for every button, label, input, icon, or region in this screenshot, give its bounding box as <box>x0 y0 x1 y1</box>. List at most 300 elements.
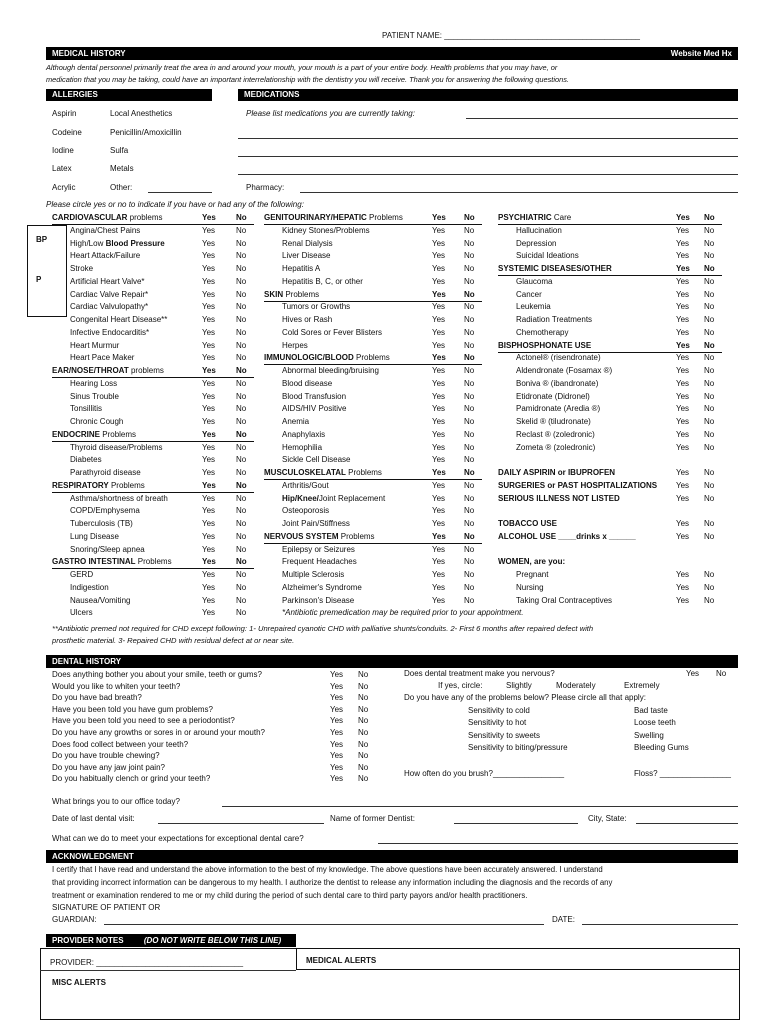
yes-option[interactable]: Yes <box>432 417 446 426</box>
no-option[interactable]: No <box>704 570 715 579</box>
no-option[interactable]: No <box>464 506 475 516</box>
no-option[interactable]: No <box>464 531 475 541</box>
condition-text: Sickle Cell Disease <box>282 455 351 465</box>
allergy-other-field[interactable] <box>148 192 212 193</box>
condition-label <box>498 532 636 541</box>
no-option[interactable]: No <box>464 353 475 363</box>
no-option[interactable]: No <box>236 276 247 286</box>
condition-text: Glaucoma <box>516 276 553 286</box>
no-option[interactable]: No <box>704 276 715 286</box>
yes-option[interactable]: Yes <box>202 391 216 401</box>
no-option[interactable]: No <box>236 366 247 375</box>
no-option[interactable]: No <box>236 238 247 248</box>
medication-line-2[interactable] <box>238 138 738 139</box>
yes-option[interactable]: Yes <box>432 429 446 439</box>
no-option[interactable]: No <box>464 213 475 222</box>
yes-option[interactable]: Yes <box>202 340 216 350</box>
no-option[interactable]: No <box>464 315 475 324</box>
provider-split-line <box>40 970 296 971</box>
condition-label <box>264 392 346 401</box>
yes-option[interactable]: Yes <box>202 429 216 439</box>
no-option[interactable]: No <box>464 544 475 554</box>
no-option[interactable]: No <box>236 225 247 235</box>
condition-text: Abnormal bleeding/bruising <box>282 366 379 375</box>
yes-option[interactable]: Yes <box>432 289 446 299</box>
no-option[interactable]: No <box>236 429 247 439</box>
yes-option[interactable]: Yes <box>330 704 344 714</box>
no-option[interactable]: No <box>464 442 475 452</box>
condition-label <box>264 481 329 490</box>
no-option[interactable]: No <box>358 716 369 726</box>
former-dentist-field[interactable] <box>454 823 578 824</box>
dental-problem-option[interactable]: Sensitivity to sweets <box>468 730 541 740</box>
no-option[interactable]: No <box>704 493 715 503</box>
yes-option[interactable]: Yes <box>676 238 690 248</box>
yes-option[interactable]: Yes <box>432 480 446 490</box>
no-option[interactable]: No <box>464 378 475 388</box>
allergy-option[interactable]: Latex <box>52 164 72 173</box>
condition-text: Hepatitis B, C, or other <box>282 276 363 286</box>
no-option[interactable]: No <box>236 519 247 528</box>
dental-question-text: Does food collect between your teeth? <box>52 739 189 749</box>
ack-line-3: treatment or examination rendered to me or my child during the period of such dental care to third party payors and/or health practitioners. <box>52 891 528 900</box>
yes-option[interactable]: Yes <box>432 570 446 579</box>
yes-option[interactable]: Yes <box>202 276 216 286</box>
dental-problem-option[interactable]: Loose teeth <box>634 718 676 728</box>
no-option[interactable]: No <box>236 442 247 452</box>
condition-text: Congenital Heart Disease** <box>70 315 168 324</box>
no-option[interactable]: No <box>236 353 247 363</box>
yes-option[interactable]: Yes <box>330 681 344 691</box>
allergy-option[interactable]: Iodine <box>52 146 74 155</box>
yes-option[interactable]: Yes <box>202 327 216 337</box>
no-option[interactable]: No <box>704 531 715 541</box>
no-option[interactable]: No <box>464 468 475 477</box>
yes-option[interactable]: Yes <box>202 519 216 528</box>
medication-line-4[interactable] <box>238 174 738 175</box>
condition-text: Suicidal Ideations <box>516 251 579 261</box>
section-heading-suffix: Problems <box>100 429 137 439</box>
no-option[interactable]: No <box>236 340 247 350</box>
expectations-field[interactable] <box>378 843 738 844</box>
allergy-option[interactable]: Local Anesthetics <box>110 109 173 118</box>
yes-option[interactable]: Yes <box>202 493 216 503</box>
provider-label[interactable]: PROVIDER: _________________________________ <box>50 958 244 967</box>
no-option[interactable]: No <box>464 289 475 299</box>
yes-option[interactable]: Yes <box>202 570 216 579</box>
yes-option[interactable]: Yes <box>432 519 446 528</box>
dental-problem-option[interactable]: Sensitivity to cold <box>468 706 530 715</box>
yes-option[interactable]: Yes <box>676 493 690 503</box>
yes-option[interactable]: Yes <box>676 264 690 273</box>
yes-option[interactable]: Yes <box>432 276 446 286</box>
yes-option[interactable]: Yes <box>202 557 216 567</box>
yes-option[interactable]: Yes <box>432 225 446 235</box>
condition-row <box>498 442 722 455</box>
no-option[interactable]: No <box>704 582 715 592</box>
yes-option[interactable]: Yes <box>676 417 690 426</box>
no-option[interactable]: No <box>236 251 247 261</box>
medication-line-1[interactable] <box>466 118 738 119</box>
yes-option[interactable]: Yes <box>202 608 216 618</box>
section-heading-text: NERVOUS SYSTEM <box>264 531 339 541</box>
no-option[interactable]: No <box>464 340 475 350</box>
nervous-option-slightly[interactable]: Slightly <box>506 681 532 690</box>
condition-emphasis: Blood Pressure <box>105 238 165 248</box>
condition-label <box>52 506 140 515</box>
yes-option[interactable]: Yes <box>432 340 446 350</box>
yes-option[interactable]: Yes <box>202 480 216 490</box>
yes-option[interactable]: Yes <box>676 276 690 286</box>
no-option[interactable]: No <box>704 480 715 490</box>
condition-row <box>264 263 486 276</box>
no-option[interactable]: No <box>236 468 247 477</box>
no-option[interactable]: No <box>464 429 475 439</box>
condition-text: Arthritis/Gout <box>282 480 329 490</box>
signature-field[interactable] <box>104 924 544 925</box>
yes-option[interactable]: Yes <box>202 404 216 414</box>
yes-option[interactable]: Yes <box>676 302 690 312</box>
yes-option[interactable]: Yes <box>676 595 690 605</box>
condition-label <box>264 366 379 375</box>
no-option[interactable]: No <box>236 531 247 541</box>
condition-row <box>498 301 722 314</box>
section-heading <box>264 352 486 365</box>
yes-option[interactable]: Yes <box>432 213 446 222</box>
yes-option[interactable]: Yes <box>202 264 216 273</box>
yes-option[interactable]: Yes <box>202 353 216 363</box>
yes-option[interactable]: Yes <box>676 404 690 414</box>
allergy-option[interactable]: Metals <box>110 164 134 173</box>
yes-option[interactable]: Yes <box>432 595 446 605</box>
no-option[interactable]: No <box>464 225 475 235</box>
yes-option[interactable]: Yes <box>676 378 690 388</box>
condition-text: Pregnant <box>516 570 549 579</box>
yes-option[interactable]: Yes <box>202 302 216 312</box>
no-option[interactable]: No <box>704 378 715 388</box>
no-option[interactable]: No <box>704 366 715 375</box>
no-option[interactable]: No <box>464 404 475 414</box>
patient-name-label[interactable]: PATIENT NAME: ____________________________________________ <box>382 31 640 40</box>
yes-option[interactable]: Yes <box>432 468 446 477</box>
dental-question-row <box>52 704 378 716</box>
no-option[interactable]: No <box>236 570 247 579</box>
no-option[interactable]: No <box>704 404 715 414</box>
yes-option[interactable]: Yes <box>432 404 446 414</box>
dental-question-text: Do you have any growths or sores in or around your mouth? <box>52 727 266 737</box>
no-option[interactable]: No <box>236 404 247 414</box>
yes-option[interactable]: Yes <box>202 417 216 426</box>
dental-problem-option[interactable]: Sensitivity to hot <box>468 718 527 728</box>
section-heading-suffix: Problems <box>353 353 390 363</box>
no-option[interactable]: No <box>464 251 475 261</box>
yes-option[interactable]: Yes <box>676 582 690 592</box>
dental-problem-option[interactable]: Sensitivity to biting/pressure <box>468 742 568 752</box>
no-option[interactable]: No <box>464 264 475 273</box>
yes-option[interactable]: Yes <box>202 225 216 235</box>
website-med-hx-label: Website Med Hx <box>670 49 732 58</box>
nervous-no[interactable]: No <box>716 669 727 678</box>
no-option[interactable]: No <box>236 608 247 618</box>
last-visit-field[interactable] <box>158 823 324 824</box>
yes-option[interactable]: Yes <box>202 289 216 299</box>
condition-row <box>264 544 486 557</box>
dental-problem-option[interactable]: Bleeding Gums <box>634 742 689 752</box>
no-option[interactable]: No <box>236 302 247 312</box>
no-option[interactable]: No <box>704 519 715 528</box>
no-option[interactable]: No <box>236 289 247 299</box>
pharmacy-field[interactable] <box>300 192 738 193</box>
no-option[interactable]: No <box>236 327 247 337</box>
no-option[interactable]: No <box>464 557 475 567</box>
yes-option[interactable]: Yes <box>202 213 216 222</box>
condition-label <box>498 392 590 401</box>
no-option[interactable]: No <box>236 391 247 401</box>
no-option[interactable]: No <box>704 264 715 273</box>
yes-option[interactable]: Yes <box>676 327 690 337</box>
no-option[interactable]: No <box>236 595 247 605</box>
condition-label <box>498 353 601 362</box>
no-option[interactable]: No <box>358 751 369 761</box>
yes-option[interactable]: Yes <box>202 366 216 375</box>
no-option[interactable]: No <box>464 570 475 579</box>
no-option[interactable]: No <box>358 693 369 703</box>
yes-option[interactable]: Yes <box>330 751 344 761</box>
allergy-option[interactable]: Aspirin <box>52 109 77 118</box>
date-field[interactable] <box>582 924 738 925</box>
dental-question-row <box>52 669 378 681</box>
acknowledgment-title: ACKNOWLEDGMENT <box>52 852 134 861</box>
no-option[interactable]: No <box>704 391 715 401</box>
no-option[interactable]: No <box>704 315 715 324</box>
no-option[interactable]: No <box>704 238 715 248</box>
yes-option[interactable]: Yes <box>330 693 344 703</box>
section-heading-suffix: problems <box>128 366 164 375</box>
no-option[interactable]: No <box>464 480 475 490</box>
yes-option[interactable]: Yes <box>432 366 446 375</box>
nervous-option-extremely[interactable]: Extremely <box>624 681 660 690</box>
condition-label <box>52 596 130 605</box>
yes-option[interactable]: Yes <box>202 238 216 248</box>
no-option[interactable]: No <box>704 353 715 363</box>
brush-question[interactable]: How often do you brush?________________ <box>404 769 565 778</box>
yes-option[interactable]: Yes <box>676 289 690 299</box>
medication-line-3[interactable] <box>238 156 738 157</box>
signature-label-2: GUARDIAN: <box>52 915 97 924</box>
condition-row <box>264 569 486 582</box>
no-option[interactable]: No <box>704 213 715 222</box>
yes-option[interactable]: Yes <box>432 531 446 541</box>
yes-option[interactable]: Yes <box>202 506 216 516</box>
yes-option[interactable]: Yes <box>202 531 216 541</box>
condition-row <box>264 391 486 404</box>
yes-option[interactable]: Yes <box>676 570 690 579</box>
yes-option[interactable]: Yes <box>432 238 446 248</box>
no-option[interactable]: No <box>464 493 475 503</box>
no-option[interactable]: No <box>236 493 247 503</box>
yes-option[interactable]: Yes <box>432 251 446 261</box>
yes-option[interactable]: Yes <box>432 391 446 401</box>
no-option[interactable]: No <box>236 213 247 222</box>
no-option[interactable]: No <box>236 315 247 324</box>
yes-option[interactable]: Yes <box>202 582 216 592</box>
no-option[interactable]: No <box>236 378 247 388</box>
no-option[interactable]: No <box>704 595 715 605</box>
yes-option[interactable]: Yes <box>202 455 216 465</box>
no-option[interactable]: No <box>704 442 715 452</box>
no-option[interactable]: No <box>704 340 715 350</box>
yes-option[interactable]: Yes <box>676 315 690 324</box>
yes-option[interactable]: Yes <box>676 531 690 541</box>
yes-option[interactable]: Yes <box>676 213 690 222</box>
yes-option[interactable]: Yes <box>432 264 446 273</box>
allergy-option[interactable]: Sulfa <box>110 146 129 155</box>
yes-option[interactable]: Yes <box>330 716 344 726</box>
allergy-option[interactable]: Penicillin/Amoxicillin <box>110 128 182 137</box>
allergy-option[interactable]: Codeine <box>52 128 82 137</box>
yes-option[interactable]: Yes <box>676 480 690 490</box>
no-option[interactable]: No <box>464 327 475 337</box>
no-option[interactable]: No <box>358 739 369 749</box>
city-state-label: City, State: <box>588 814 627 823</box>
no-option[interactable]: No <box>358 681 369 691</box>
medical-column-2 <box>264 212 524 620</box>
yes-option[interactable]: Yes <box>432 442 446 452</box>
yes-option[interactable]: Yes <box>330 739 344 749</box>
no-option[interactable]: No <box>358 670 369 679</box>
yes-option[interactable]: Yes <box>202 378 216 388</box>
dental-problem-option[interactable]: Swelling <box>634 730 664 740</box>
dental-problem-option[interactable]: Bad taste <box>634 706 668 715</box>
no-option[interactable]: No <box>464 366 475 375</box>
yes-option[interactable]: Yes <box>676 366 690 375</box>
yes-option[interactable]: Yes <box>676 251 690 261</box>
condition-text: Radiation Treatments <box>516 315 593 324</box>
no-option[interactable]: No <box>464 391 475 401</box>
condition-row <box>264 595 486 608</box>
yes-option[interactable]: Yes <box>676 340 690 350</box>
condition-emphasis: Hip/Knee/ <box>282 493 319 503</box>
nervous-yes[interactable]: Yes <box>686 669 700 678</box>
yes-option[interactable]: Yes <box>432 315 446 324</box>
no-option[interactable]: No <box>464 302 475 312</box>
no-option[interactable]: No <box>464 238 475 248</box>
condition-label <box>264 264 320 273</box>
no-option[interactable]: No <box>704 225 715 235</box>
yes-option[interactable]: Yes <box>202 315 216 324</box>
yes-option[interactable]: Yes <box>330 774 344 784</box>
yes-option[interactable]: Yes <box>330 762 344 772</box>
no-option[interactable]: No <box>704 327 715 337</box>
section-heading <box>264 531 486 544</box>
yes-option[interactable]: Yes <box>432 506 446 516</box>
yes-option[interactable]: Yes <box>676 442 690 452</box>
yes-option[interactable]: Yes <box>432 378 446 388</box>
no-option[interactable]: No <box>464 455 475 465</box>
condition-label <box>52 251 140 260</box>
yes-option[interactable]: Yes <box>432 582 446 592</box>
yes-option[interactable]: Yes <box>676 391 690 401</box>
yes-option[interactable]: Yes <box>202 595 216 605</box>
yes-option[interactable]: Yes <box>432 493 446 503</box>
no-option[interactable]: No <box>704 302 715 312</box>
section-heading-suffix: Problems <box>345 468 382 477</box>
provider-notes-warning: (DO NOT WRITE BELOW THIS LINE) <box>143 936 282 945</box>
condition-label <box>52 239 165 248</box>
no-option[interactable]: No <box>236 544 247 554</box>
condition-text: WOMEN, are you: <box>498 557 566 567</box>
yes-option[interactable]: Yes <box>432 302 446 312</box>
no-option[interactable]: No <box>358 774 369 784</box>
yes-option[interactable]: Yes <box>432 544 446 554</box>
no-option[interactable]: No <box>464 582 475 592</box>
condition-row <box>498 480 722 493</box>
no-option[interactable]: No <box>464 417 475 426</box>
condition-row <box>498 352 722 365</box>
no-option[interactable]: No <box>236 480 247 490</box>
floss-question[interactable]: Floss? ________________ <box>634 769 731 778</box>
no-option[interactable]: No <box>236 557 247 567</box>
yes-option[interactable]: Yes <box>432 327 446 337</box>
condition-row <box>264 607 524 620</box>
no-option[interactable]: No <box>704 417 715 426</box>
yes-option[interactable]: Yes <box>432 557 446 567</box>
yes-option[interactable]: Yes <box>330 670 344 679</box>
no-option[interactable]: No <box>464 276 475 286</box>
yes-option[interactable]: Yes <box>330 727 344 737</box>
no-option[interactable]: No <box>464 519 475 528</box>
yes-option[interactable]: Yes <box>202 544 216 554</box>
allergy-option[interactable]: Other: <box>110 183 133 192</box>
yes-option[interactable]: Yes <box>676 225 690 235</box>
yes-option[interactable]: Yes <box>202 251 216 261</box>
condition-row <box>498 569 722 582</box>
no-option[interactable]: No <box>236 417 247 426</box>
no-option[interactable]: No <box>236 455 247 465</box>
dental-history-title: DENTAL HISTORY <box>52 657 122 666</box>
yes-option[interactable]: Yes <box>432 455 446 465</box>
no-option[interactable]: No <box>704 289 715 299</box>
nervous-option-moderately[interactable]: Moderately <box>556 681 596 690</box>
yes-option[interactable]: Yes <box>676 353 690 363</box>
allergy-option[interactable]: Acrylic <box>52 183 76 192</box>
condition-text: Zometa ® (zoledronic) <box>516 442 596 452</box>
yes-option[interactable]: Yes <box>676 519 690 528</box>
condition-label <box>52 532 119 541</box>
no-option[interactable]: No <box>358 762 369 772</box>
no-option[interactable]: No <box>704 429 715 439</box>
condition-label <box>264 341 308 350</box>
no-option[interactable]: No <box>236 506 247 516</box>
no-option[interactable]: No <box>236 264 247 273</box>
no-option[interactable]: No <box>704 251 715 261</box>
yes-option[interactable]: Yes <box>432 353 446 363</box>
no-option[interactable]: No <box>704 468 715 477</box>
yes-option[interactable]: Yes <box>676 429 690 439</box>
condition-row <box>52 607 256 620</box>
no-option[interactable]: No <box>358 704 369 714</box>
brings-field[interactable] <box>222 806 738 807</box>
no-option[interactable]: No <box>236 582 247 592</box>
yes-option[interactable]: Yes <box>202 468 216 477</box>
yes-option[interactable]: Yes <box>202 442 216 452</box>
yes-option[interactable]: Yes <box>676 468 690 477</box>
no-option[interactable]: No <box>464 595 475 605</box>
problems-question: Do you have any of the problems below? Please circle all that apply: <box>404 693 646 702</box>
condition-text: Anemia <box>282 417 310 426</box>
no-option[interactable]: No <box>358 727 369 737</box>
city-state-field[interactable] <box>636 823 738 824</box>
